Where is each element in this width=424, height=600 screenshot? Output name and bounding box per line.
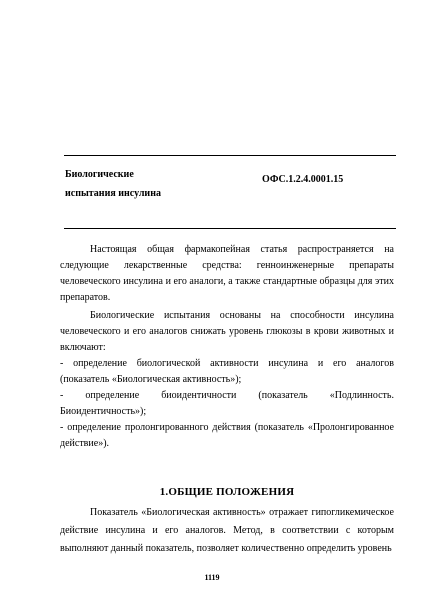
document-title-line-1: Биологические — [65, 169, 134, 180]
intro-section — [60, 242, 394, 452]
document-title — [65, 165, 161, 203]
section-body — [60, 504, 394, 558]
intro-paragraph-1: Настоящая общая фармакопейная статья распространяется на следующие лекарственные средства: генноинженерные препараты человеческого инсулина и его аналоги, а также стандартные образцы для этих препаратов. — [60, 244, 394, 303]
list-item-bioidentity: - определение биоидентичности (показатель «Подлинность. Биоидентичность»); — [60, 390, 394, 417]
header-bottom-rule — [64, 228, 396, 229]
list-item-biological-activity: - определение биологической активности инсулина и его аналогов (показатель «Биологическая активность»); — [60, 358, 394, 385]
document-title-line-2: испытания инсулина — [65, 188, 161, 199]
section-heading: 1.ОБЩИЕ ПОЛОЖЕНИЯ — [159, 486, 295, 498]
document-code: ОФС.1.2.4.0001.15 — [262, 174, 344, 185]
section-paragraph: Показатель «Биологическая активность» отражает гипогликемическое действие инсулина и его аналогов. Метод, в соответствии с которым выполняют данный показатель, позволяет количественно определить уровень — [60, 507, 394, 554]
intro-paragraph-2: Биологические испытания основаны на способности инсулина человеческого и его аналогов снижать уровень глюкозы в крови животных и включают: — [60, 310, 394, 353]
page-number: 1119 — [204, 573, 220, 582]
list-item-prolonged-action: - определение пролонгированного действия (показатель «Пролонгированное действие»). — [60, 422, 394, 449]
header-top-rule — [64, 155, 396, 156]
